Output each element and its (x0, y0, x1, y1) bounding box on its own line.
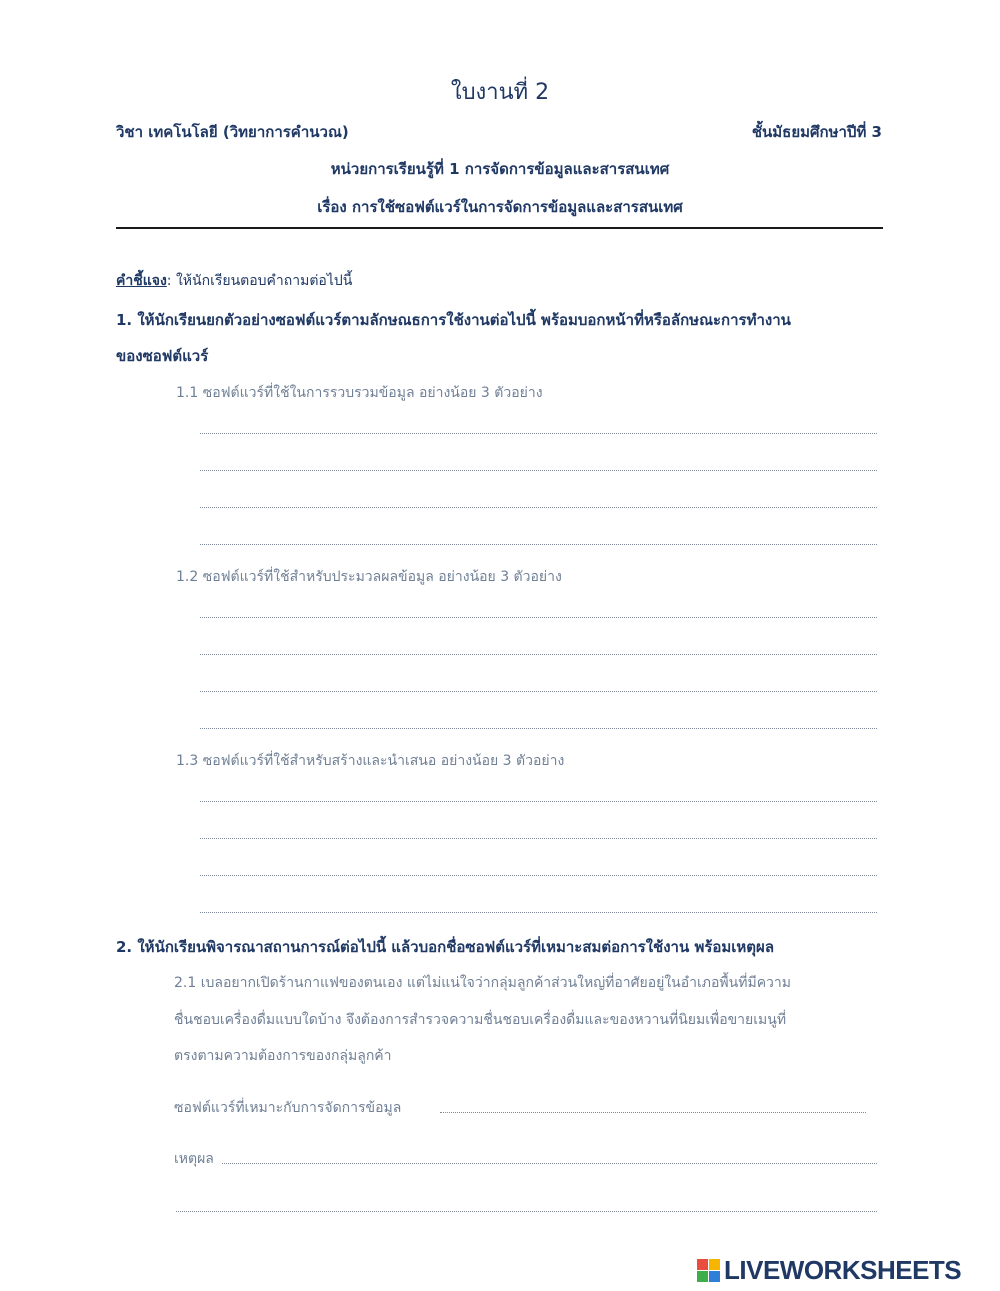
topic-title: เรื่อง การใช้ซอฟต์แวร์ในการจัดการข้อมูลและสารสนเทศ (317, 198, 683, 216)
instructions-text: : ให้นักเรียนตอบคำถามต่อไปนี้ (166, 273, 353, 289)
question-1-2: 1.2 ซอฟต์แวร์ที่ใช้สำหรับประมวลผลข้อมูล อย่างน้อย 3 ตัวอย่าง (176, 569, 562, 585)
header-divider (116, 227, 883, 229)
answer-line-1-3-c[interactable] (200, 875, 877, 876)
reason-answer-line-2[interactable] (176, 1211, 877, 1212)
logo-square-yellow (709, 1259, 720, 1270)
question-2-heading: 2. ให้นักเรียนพิจารณาสถานการณ์ต่อไปนี้ แล้วบอกชื่อซอฟต์แวร์ที่เหมาะสมต่อการใช้งาน พร้อมเหตุผล (116, 938, 775, 956)
logo-square-red (697, 1259, 708, 1270)
reason-answer-line-1[interactable] (222, 1163, 877, 1164)
answer-line-1-2-b[interactable] (200, 654, 877, 655)
question-1-3: 1.3 ซอฟต์แวร์ที่ใช้สำหรับสร้างและนำเสนอ อย่างน้อย 3 ตัวอย่าง (176, 753, 565, 769)
instructions-label: คำชี้แจง (116, 273, 167, 289)
answer-line-1-3-d[interactable] (200, 912, 877, 913)
answer-line-1-1-c[interactable] (200, 507, 877, 508)
answer-line-1-3-a[interactable] (200, 801, 877, 802)
reason-label: เหตุผล (174, 1151, 214, 1167)
answer-line-1-3-b[interactable] (200, 838, 877, 839)
instructions (116, 270, 352, 292)
liveworksheets-logo (697, 1255, 961, 1285)
software-answer-line[interactable] (440, 1112, 866, 1113)
answer-line-1-2-d[interactable] (200, 728, 877, 729)
logo-square-blue (709, 1271, 720, 1282)
question-1-1: 1.1 ซอฟต์แวร์ที่ใช้ในการรวบรวมข้อมูล อย่างน้อย 3 ตัวอย่าง (176, 385, 543, 401)
logo-text: LIVEWORKSHEETS (724, 1254, 962, 1285)
software-label: ซอฟต์แวร์ที่เหมาะกับการจัดการข้อมูล (174, 1100, 402, 1116)
logo-mark-icon (697, 1259, 720, 1282)
answer-line-1-1-b[interactable] (200, 470, 877, 471)
question-1-line-1: 1. ให้นักเรียนยกตัวอย่างซอฟต์แวร์ตามลักษณธการใช้งานต่อไปนี้ พร้อมบอกหน้าที่หรือลักษณะการทำงาน (116, 311, 791, 329)
worksheet-title: ใบงานที่ 2 (450, 80, 550, 105)
answer-line-1-1-a[interactable] (200, 433, 877, 434)
scenario-2-1-line-1: 2.1 เบลอยากเปิดร้านกาแฟของตนเอง แต่ไม่แน่ใจว่ากลุ่มลูกค้าส่วนใหญ่ที่อาศัยอยู่ในอำเภอพื้นที่มีความ (174, 975, 792, 991)
unit-title: หน่วยการเรียนรู้ที่ 1 การจัดการข้อมูลและสารสนเทศ (330, 160, 670, 178)
grade-label: ชั้นมัธยมศึกษาปีที่ 3 (751, 123, 882, 141)
logo-square-green (697, 1271, 708, 1282)
subject-label: วิชา เทคโนโลยี (วิทยาการคำนวณ) (116, 123, 349, 141)
scenario-2-1-line-3: ตรงตามความต้องการของกลุ่มลูกค้า (174, 1048, 392, 1064)
answer-line-1-2-a[interactable] (200, 617, 877, 618)
question-1-line-2: ของซอฟต์แวร์ (116, 347, 209, 365)
answer-line-1-2-c[interactable] (200, 691, 877, 692)
answer-line-1-1-d[interactable] (200, 544, 877, 545)
scenario-2-1-line-2: ชื่นชอบเครื่องดื่มแบบใดบ้าง จึงต้องการสำรวจความชื่นชอบเครื่องดื่มและของหวานที่นิยมเพื่อขายเมนูที่ (174, 1012, 787, 1028)
